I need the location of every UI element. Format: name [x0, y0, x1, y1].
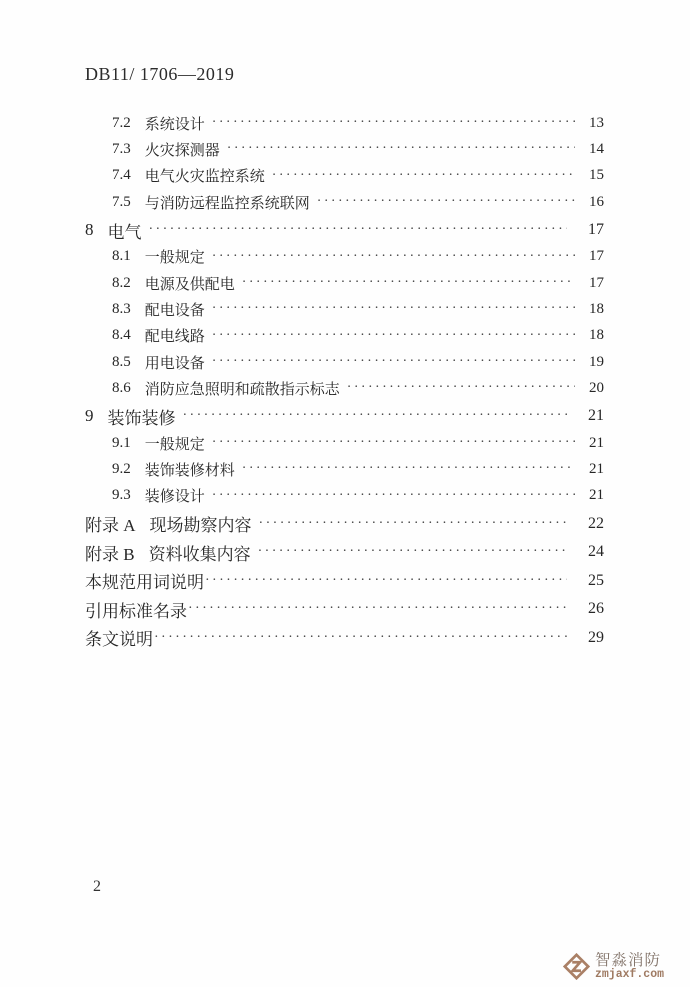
toc-entry-number: 7.5 [112, 193, 131, 210]
toc-entry-page: 21 [589, 460, 604, 477]
toc-entry-title: 与消防远程监控系统联网 [144, 195, 310, 212]
toc-entry-number: 9.3 [112, 487, 131, 504]
diamond-z-icon [563, 953, 590, 980]
toc-entry-title: 电源及供配电 [144, 276, 235, 293]
toc-row [85, 483, 604, 509]
toc-entry-title: 资料收集内容 [148, 544, 251, 564]
dot-leader [212, 328, 575, 344]
toc-row [85, 110, 604, 136]
toc-entry-title: 配电设备 [144, 302, 205, 319]
toc-entry-page: 21 [588, 407, 604, 425]
toc-row [85, 349, 604, 375]
toc-entry-page: 15 [589, 167, 604, 184]
toc-row [85, 510, 604, 537]
toc-entry-number: 附录 B [85, 544, 135, 564]
toc-entry-title: 系统设计 [144, 116, 205, 133]
toc-entry-title: 火灾探测器 [144, 142, 220, 159]
dot-leader [259, 516, 567, 532]
dot-leader [205, 573, 567, 589]
toc-row [85, 375, 604, 401]
dot-leader [242, 275, 575, 291]
toc-entry-page: 21 [589, 487, 604, 504]
toc-entry-title: 配电线路 [144, 329, 205, 346]
toc-row [85, 624, 604, 651]
toc-entry-page: 18 [589, 300, 604, 317]
toc-entry-number: 7.3 [112, 140, 131, 157]
toc-entry-number: 8.5 [112, 353, 131, 370]
toc-row [85, 323, 604, 349]
toc-row [85, 136, 604, 162]
toc-entry-title: 装修设计 [144, 489, 205, 506]
watermark-brand: 智淼消防 [594, 951, 661, 969]
dot-leader [212, 249, 575, 265]
toc-entry-title: 条文说明 [85, 630, 153, 650]
toc-entry-number: 8.3 [112, 300, 131, 317]
toc-entry-title: 一般规定 [144, 250, 205, 267]
toc-entry-title: 现场勘察内容 [149, 516, 252, 536]
toc-entry-page: 16 [589, 193, 604, 210]
toc-row [85, 296, 604, 322]
dot-leader [212, 115, 575, 131]
toc-row [85, 539, 604, 566]
standard-number: DB11/ 1706—2019 [85, 64, 235, 84]
toc-entry-number: 8.4 [112, 327, 131, 344]
toc-entry-page: 18 [589, 327, 604, 344]
dot-leader [212, 435, 575, 451]
dot-leader [272, 168, 575, 184]
toc-entry-number: 8.1 [112, 248, 131, 265]
dot-leader [212, 488, 575, 504]
watermark-text [595, 953, 664, 981]
toc-entry-page: 29 [588, 628, 604, 646]
toc-entry-number: 9.1 [112, 434, 131, 451]
toc-row [85, 430, 604, 456]
toc-entry-number: 附录 A [85, 516, 136, 536]
toc-entry-page: 13 [589, 114, 604, 131]
toc-row [85, 270, 604, 296]
dot-leader [258, 544, 567, 560]
toc-entry-title: 装饰装修材料 [144, 462, 235, 479]
toc-entry-title: 用电设备 [144, 355, 205, 372]
dot-leader [212, 354, 575, 370]
dot-leader [183, 408, 568, 424]
dot-leader [227, 141, 575, 157]
watermark-logo [563, 953, 664, 981]
toc-row [85, 567, 604, 594]
toc-entry-title: 一般规定 [144, 436, 205, 453]
table-of-contents [85, 110, 604, 651]
dot-leader [317, 194, 575, 210]
toc-entry-title: 消防应急照明和疏散指示标志 [144, 381, 340, 398]
document-header [85, 64, 234, 85]
toc-entry-page: 17 [589, 274, 604, 291]
toc-entry-title: 电气 [107, 222, 142, 242]
toc-row [85, 596, 604, 623]
toc-entry-number: 9 [85, 406, 94, 426]
toc-entry-page: 17 [588, 221, 604, 239]
toc-entry-page: 19 [589, 353, 604, 370]
toc-entry-page: 25 [588, 571, 604, 589]
dot-leader [154, 630, 567, 646]
toc-entry-page: 22 [588, 514, 604, 532]
toc-row [85, 189, 604, 215]
toc-entry-page: 17 [589, 248, 604, 265]
dot-leader [149, 222, 568, 238]
toc-row [85, 456, 604, 482]
toc-row [85, 244, 604, 270]
toc-entry-title: 引用标准名录 [85, 601, 187, 621]
page-number: 2 [93, 878, 101, 895]
toc-row [85, 163, 604, 189]
toc-entry-number: 8.6 [112, 379, 131, 396]
toc-entry-page: 26 [588, 600, 604, 618]
toc-row [85, 217, 604, 244]
toc-entry-number: 9.2 [112, 460, 131, 477]
toc-entry-page: 24 [588, 543, 604, 561]
toc-entry-page: 20 [589, 379, 604, 396]
toc-entry-number: 8.2 [112, 274, 131, 291]
dot-leader [212, 301, 575, 317]
toc-entry-title: 本规范用词说明 [85, 573, 204, 593]
toc-entry-number: 7.4 [112, 167, 131, 184]
dot-leader [188, 601, 567, 617]
toc-entry-title: 电气火灾监控系统 [144, 169, 265, 186]
toc-entry-number: 8 [85, 220, 94, 240]
toc-entry-page: 14 [589, 140, 604, 157]
dot-leader [242, 461, 575, 477]
toc-entry-title: 装饰装修 [107, 408, 176, 428]
dot-leader [347, 380, 575, 396]
toc-entry-page: 21 [589, 434, 604, 451]
toc-entry-number: 7.2 [112, 114, 131, 131]
watermark-domain: zmjaxf.com [594, 967, 664, 981]
toc-row [85, 403, 604, 430]
